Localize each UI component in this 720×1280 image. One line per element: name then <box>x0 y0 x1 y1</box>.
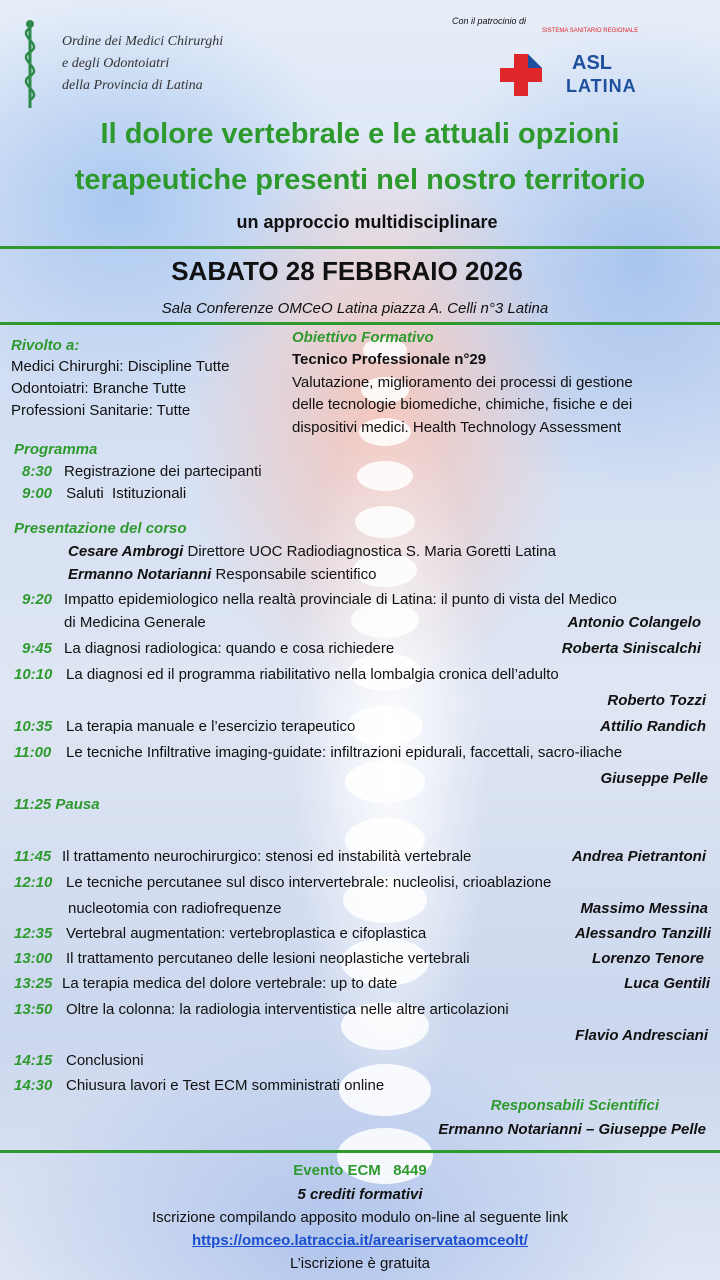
registration-free-note: L’iscrizione è gratuita <box>289 1255 431 1272</box>
presenter-line <box>68 566 376 583</box>
rivolto-item: Medici Chirurghi: Discipline Tutte <box>11 358 230 375</box>
agenda-text: Impatto epidemiologico nella realtà provinciale di Latina: il punto di vista del Medico <box>64 591 617 608</box>
presenter-role: Direttore UOC Radiodiagnostica S. Maria Goretti Latina <box>183 543 556 560</box>
ecm-event-code: Evento ECM 8449 <box>293 1162 427 1179</box>
agenda-text: Chiusura lavori e Test ECM somministrati online <box>66 1077 385 1094</box>
presenter-role: Responsabile scientifico <box>211 566 377 583</box>
page-title-line1: Il dolore vertebrale e le attuali opzioni <box>100 118 620 150</box>
agenda-text: Il trattamento neurochirurgico: stenosi ed instabilità vertebrale <box>62 848 472 865</box>
page-title-line2: terapeutiche presenti nel nostro territorio <box>74 164 646 196</box>
agenda-text: Le tecniche Infiltrative imaging-guidate: infiltrazioni epidurali, faccettali, sacro-iliache <box>66 744 623 761</box>
rivolto-item: Professioni Sanitarie: Tutte <box>11 402 191 419</box>
agenda-text: Il trattamento percutaneo delle lesioni neoplastiche vertebrali <box>66 950 470 967</box>
agenda-text: Vertebral augmentation: vertebroplastica e cifoplastica <box>66 925 427 942</box>
agenda-text: nucleotomia con radiofrequenze <box>68 900 282 917</box>
time-slot: 13:00 <box>14 950 53 967</box>
time-slot: 11:00 <box>14 744 52 761</box>
obiettivo-text-line: Valutazione, miglioramento dei processi di gestione <box>292 374 633 391</box>
caduceus-icon <box>12 18 48 110</box>
org-name-line1: Ordine dei Medici Chirurghi <box>62 34 224 49</box>
responsabili-heading: Responsabili Scientifici <box>490 1097 659 1114</box>
agenda-text: Le tecniche percutanee sul disco intervertebrale: nucleolisi, crioablazione <box>66 874 552 891</box>
agenda-text: La diagnosi radiologica: quando e cosa richiedere <box>64 640 395 657</box>
speaker-name: Massimo Messina <box>580 900 708 917</box>
registration-link-wrap <box>0 1232 720 1249</box>
presenter-name: Ermanno Notarianni <box>68 566 212 583</box>
speaker-name: Luca Gentili <box>624 975 710 992</box>
pause-label: 11:25 Pausa <box>14 796 100 813</box>
rivolto-item: Odontoiatri: Branche Tutte <box>11 380 187 397</box>
obiettivo-type: Tecnico Professionale n°29 <box>292 351 487 368</box>
agenda-text: Saluti Istituzionali <box>62 485 187 502</box>
asl-subtitle: SISTEMA SANITARIO REGIONALE <box>542 28 639 34</box>
time-slot: 11:45 <box>14 848 52 865</box>
divider-venue <box>0 322 720 325</box>
time-slot: 12:10 <box>14 874 53 891</box>
asl-logo-text: ASL <box>572 52 612 74</box>
agenda-text: Conclusioni <box>66 1052 144 1069</box>
agenda-text: Oltre la colonna: la radiologia interventistica nelle altre articolazioni <box>66 1001 509 1018</box>
obiettivo-text-line: dispositivi medici. Health Technology Assessment <box>292 419 622 436</box>
page-subtitle: un approccio multidisciplinare <box>236 212 498 232</box>
asl-logo-city: LATINA <box>566 76 637 96</box>
divider-footer <box>0 1150 720 1153</box>
time-slot: 13:25 <box>14 975 53 992</box>
agenda-text: Registrazione dei partecipanti <box>64 463 262 480</box>
speaker-name: Andrea Pietrantoni <box>571 848 706 865</box>
speaker-name: Roberto Tozzi <box>607 692 706 709</box>
agenda-text: La diagnosi ed il programma riabilitativo nella lombalgia cronica dell’adulto <box>66 666 559 683</box>
registration-info: Iscrizione compilando apposito modulo on-line al seguente link <box>151 1209 569 1226</box>
agenda-text: La terapia manuale e l’esercizio terapeutico <box>66 718 356 735</box>
event-venue: Sala Conferenze OMCeO Latina piazza A. Celli n°3 Latina <box>161 300 549 317</box>
ecm-credits: 5 crediti formativi <box>297 1186 423 1203</box>
speaker-name: Antonio Colangelo <box>567 614 701 631</box>
obiettivo-text-line: delle tecnologie biomediche, chimiche, fisiche e dei <box>292 396 633 413</box>
time-slot: 14:30 <box>14 1077 53 1094</box>
speaker-name: Flavio Andresciani <box>575 1027 708 1044</box>
agenda-text: La terapia medica del dolore vertebrale: up to date <box>62 975 398 992</box>
programma-heading: Programma <box>14 441 98 458</box>
time-slot: 9:20 <box>22 591 53 608</box>
org-name-line3: della Provincia di Latina <box>62 78 203 93</box>
obiettivo-heading: Obiettivo Formativo <box>292 329 434 346</box>
rivolto-heading: Rivolto a: <box>11 337 80 354</box>
time-slot: 9:45 <box>22 640 53 657</box>
asl-cross-logo <box>500 54 542 96</box>
registration-link[interactable]: https://omceo.latraccia.it/areariservataomceolt/ <box>192 1232 528 1249</box>
event-date: SABATO 28 FEBBRAIO 2026 <box>171 256 523 286</box>
presentazione-heading: Presentazione del corso <box>14 520 187 537</box>
time-slot: 14:15 <box>14 1052 53 1069</box>
patronage-label: Con il patrocinio di <box>452 16 527 26</box>
presenter-name: Cesare Ambrogi <box>68 543 184 560</box>
time-slot: 8:30 <box>22 463 53 480</box>
speaker-name: Roberta Siniscalchi <box>561 640 701 657</box>
time-slot: 10:10 <box>14 666 53 683</box>
speaker-name: Lorenzo Tenore <box>592 950 704 967</box>
agenda-text: di Medicina Generale <box>64 614 206 631</box>
time-slot: 9:00 <box>22 485 53 502</box>
speaker-name: Attilio Randich <box>600 718 706 735</box>
responsabili-names: Ermanno Notarianni – Giuseppe Pelle <box>438 1121 706 1138</box>
org-name-line2: e degli Odontoiatri <box>62 56 170 71</box>
divider-top <box>0 246 720 249</box>
time-slot: 10:35 <box>14 718 53 735</box>
presenter-line <box>68 543 556 560</box>
time-slot: 12:35 <box>14 925 53 942</box>
time-slot: 13:50 <box>14 1001 53 1018</box>
speaker-name: Giuseppe Pelle <box>600 770 708 787</box>
speaker-name: Alessandro Tanzilli <box>574 925 711 942</box>
